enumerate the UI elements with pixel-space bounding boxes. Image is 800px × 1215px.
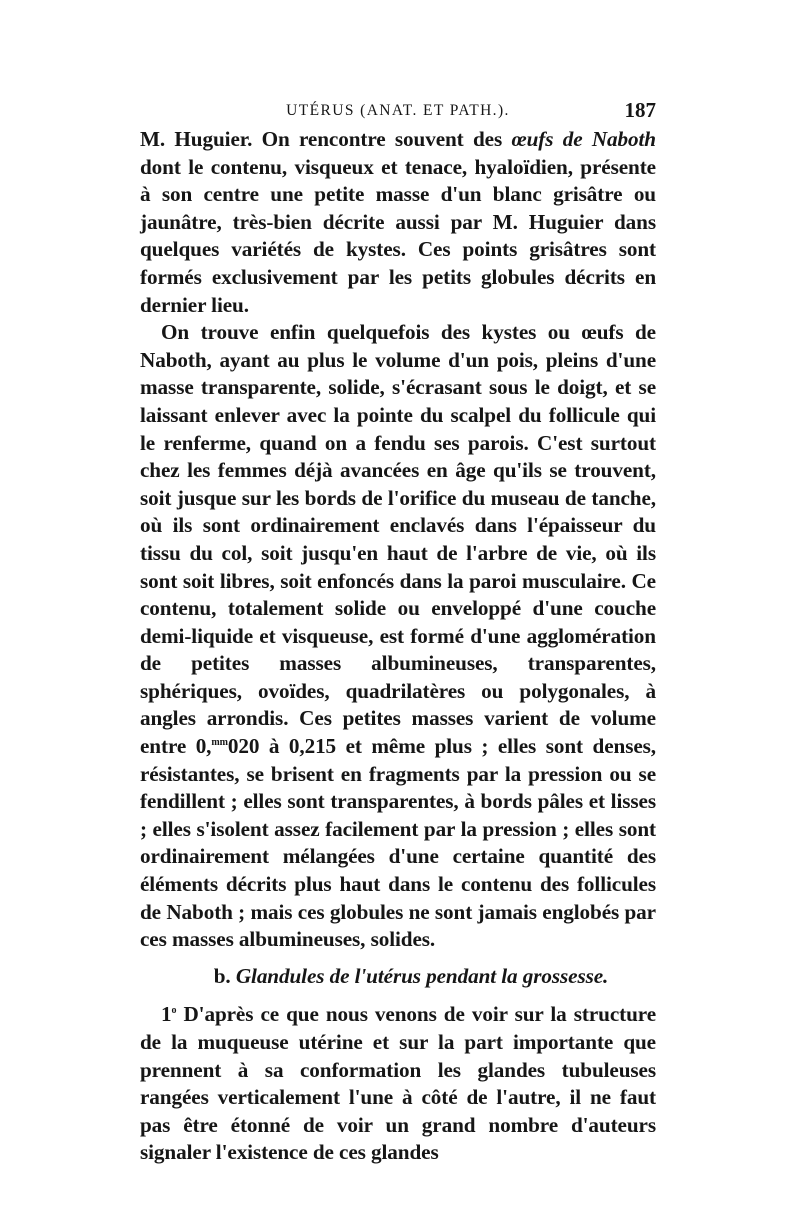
text-run: D'après ce que nous venons de voir sur la structure de la muqueuse utérine et sur la part importante que prennent à sa conformation les glandes tubuleuses rangées verticalement l'une à côté de l'autre, il ne faut pas être étonné de voir un grand nombre d'auteurs signaler l'existence de ces glandes [140, 1002, 656, 1165]
running-title: UTÉRUS (ANAT. ET PATH.). [286, 102, 510, 119]
italic-term: œufs de Naboth [511, 127, 656, 151]
page-number: 187 [624, 98, 656, 122]
paragraph [140, 126, 656, 319]
paragraph [140, 1001, 656, 1167]
text-run: dont le contenu, visqueux et tenace, hyaloïdien, présente à son centre une petite masse d'un blanc grisâtre ou jaunâtre, très-bien décrite aussi par M. Huguier dans quelques variétés de kystes. Ces points grisâtres sont formés exclusivement par les petits globules décrits en dernier lieu. [140, 154, 656, 317]
unit-superscript: mm [211, 737, 228, 748]
section-label: b. [213, 963, 231, 988]
text-run: 020 à 0,215 et même plus ; elles sont denses, résistantes, se brisent en fragments par la pression ou se fendillent ; elles sont transparentes, à bords pâles et lisses ; elles s'isolent assez facilement par la pression ; elles sont ordinairement mélangées d'une certaine quantité des éléments décrits plus haut dans le contenu des follicules de Naboth ; mais ces globules ne sont jamais englobés par ces masses albumineuses, solides. [140, 734, 656, 952]
list-number: 1 [161, 1002, 172, 1027]
page-header [140, 98, 656, 128]
ordinal-superscript: o [171, 1005, 177, 1017]
text-run: On trouve enfin quelquefois des kystes ou œufs de Naboth, ayant au plus le volume d'un pois, pleins d'une masse transparente, solide, s'écrasant sous le doigt, et se laissant enlever avec la pointe du scalpel du follicule qui le renferme, quand on a fendu ses parois. C'est surtout chez les femmes déjà avancées en âge qu'ils se trouvent, soit jusque sur les bords de l'orifice du museau de tanche, où ils sont ordinairement enclavés dans l'épaisseur du tissu du col, soit jusqu'en haut de l'arbre de vie, où ils sont soit libres, soit enfoncés dans la paroi musculaire. Ce contenu, totalement solide ou enveloppé d'une couche demi-liquide et visqueuse, est formé d'une agglomération de petites masses albumineuses, transparentes, sphériques, ovoïdes, quadrilatères ou polygonales, à angles arrondis. Ces petites masses varient de volume entre 0, [140, 320, 656, 759]
section-heading [140, 963, 656, 991]
paragraph [140, 319, 656, 954]
section-title: Glandules de l'utérus pendant la grossesse. [235, 963, 609, 988]
text-run: M. Huguier. On rencontre souvent des [140, 127, 512, 151]
body-text [140, 126, 656, 1167]
